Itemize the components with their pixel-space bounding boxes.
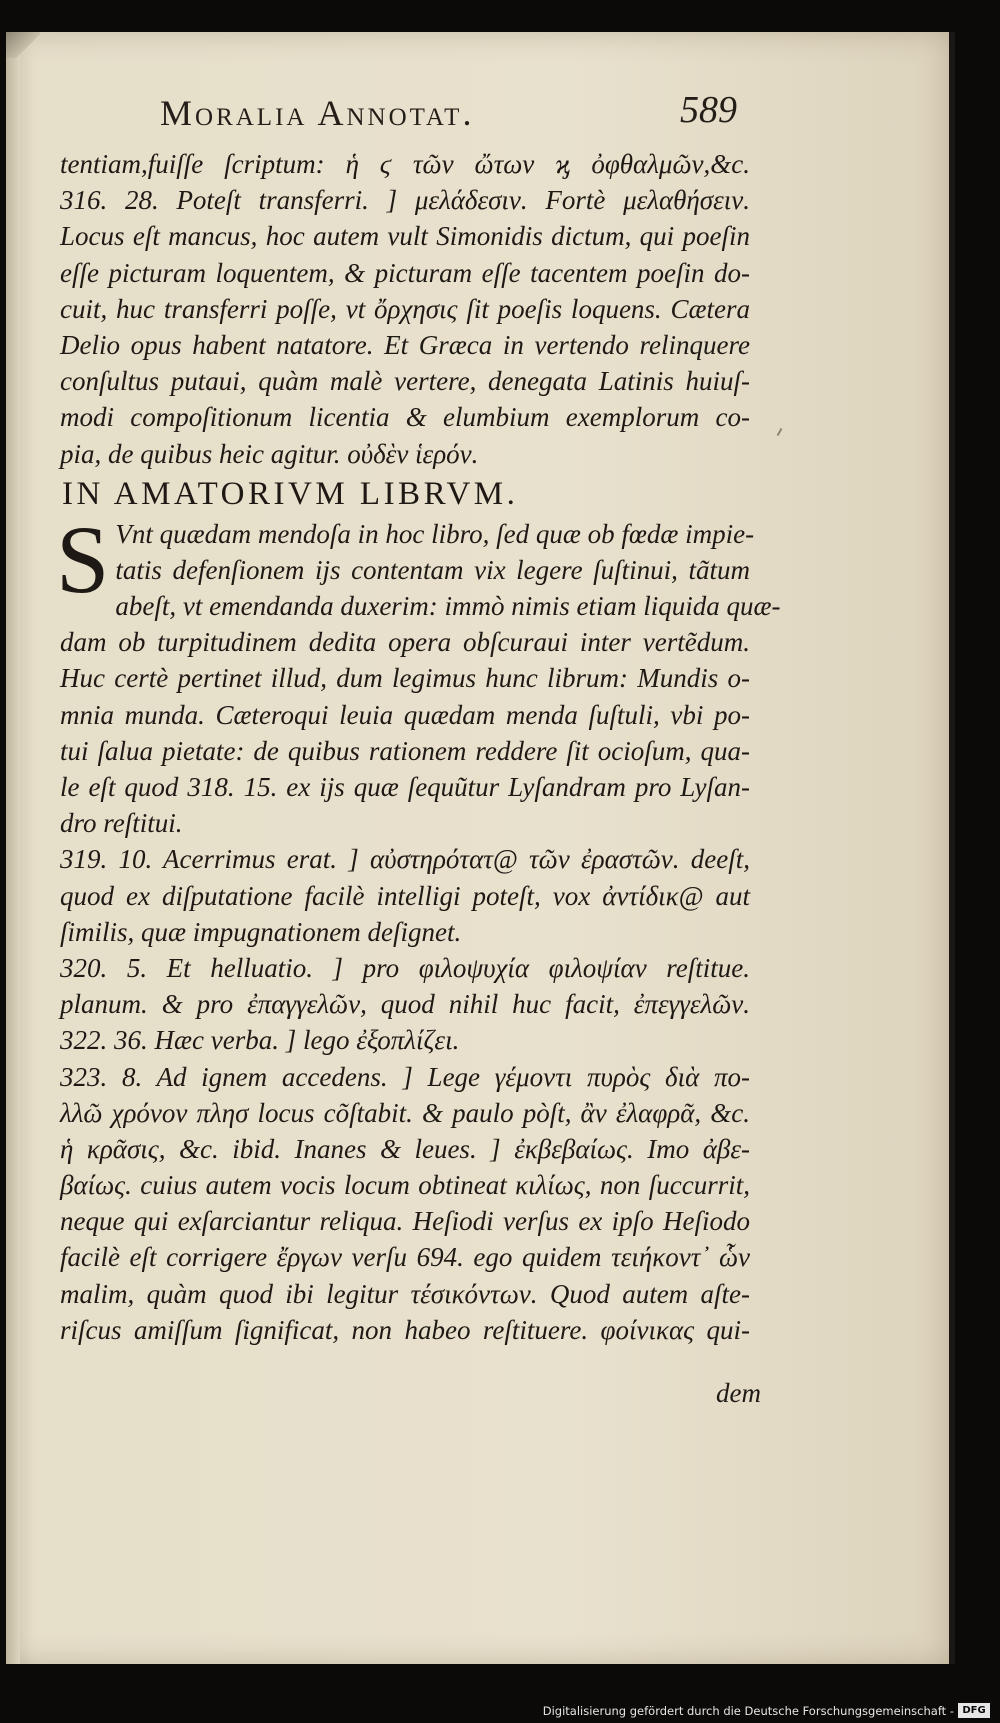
page-gutter-shadow bbox=[6, 32, 20, 1664]
section-paragraph bbox=[56, 505, 781, 842]
text-line: conſultus putaui, quàm malè vertere, denegata Latinis huiuſ- bbox=[60, 366, 750, 397]
digitization-credit: Digitalisierung gefördert durch die Deutsche Forschungsgemeinschaft - bbox=[542, 1704, 954, 1718]
text-line: Vnt quædam mendoſa in hoc libro, ſed quæ ob fœdæ impie- bbox=[115, 518, 755, 549]
note-line: ſimilis, quæ impugnationem deſignet. bbox=[60, 916, 462, 947]
catchword: dem bbox=[716, 1378, 761, 1408]
note-line: 319. 10. Acerrimus erat. ] αὐστηρότατ@ τῶν ἐραστῶν. deeſt, bbox=[60, 844, 750, 875]
text-line: tatis defenſionem ijs contentam vix legere ſuſtinui, tãtum bbox=[115, 554, 750, 585]
drop-cap: S bbox=[56, 505, 110, 613]
note-line: facilè eſt corrigere ἔργων verſu 694. ego quidem τειήκοντ᾽ ὧν bbox=[60, 1242, 750, 1273]
section-heading: IN AMATORIVM LIBRVM. bbox=[62, 475, 519, 512]
note-line: λλῶ χρόνον πλησ locus cõſtabit. & paulo pòſt, ἂν ἐλαφρᾶ, &c. bbox=[60, 1097, 750, 1128]
text-line: 316. 28. Poteſt transferri. ] μελάδεσιν. Fortè μελαθήσειν. bbox=[60, 185, 750, 216]
text-line: tentiam,fuiſſe ſcriptum: ἡ ϛ τῶν ὤτων ϗ ὀφθαλμῶν,&c. bbox=[60, 149, 750, 179]
page-number: 589 bbox=[680, 89, 737, 131]
text-line: abeſt, vt emendanda duxerim: immò nimis etiam liquida quæ- bbox=[115, 591, 781, 622]
text-line: cuit, huc transferri poſſe, vt ὄρχησις ſit poeſis loquens. Cætera bbox=[60, 293, 750, 324]
note-line: 322. 36. Hæc verba. ] lego ἐξοπλίζει. bbox=[60, 1025, 460, 1056]
dfg-logo: DFG bbox=[958, 1703, 990, 1718]
note-line: ἡ κρᾶσις, &c. ibid. Inanes & leues. ] ἐκβεβαίως. Imo ἀβε- bbox=[60, 1133, 750, 1164]
text-line: mnia munda. Cæteroqui leuia quædam menda ſuſtuli, vbi po- bbox=[60, 699, 750, 730]
text-line: tui ſalua pietate: de quibus rationem reddere ſit ocioſum, qua- bbox=[60, 735, 750, 766]
running-head: Moralia Annotat. bbox=[160, 93, 475, 133]
text-line: dro reſtitui. bbox=[60, 808, 183, 839]
note-line: 320. 5. Et helluatio. ] pro φιλοψυχία φιλοψίαν reſtitue. bbox=[60, 952, 750, 983]
text-line: Huc certè pertinet illud, dum legimus hunc librum: Mundis o- bbox=[60, 663, 750, 694]
text-line: modi compoſitionum licentia & elumbium exemplorum co- bbox=[60, 402, 750, 433]
text-line: pia, de quibus heic agitur. οὐδὲν ἱερόν. bbox=[60, 438, 479, 469]
continuation-paragraph bbox=[60, 146, 750, 472]
note-line: βαίως. cuius autem vocis locum obtineat κιλίως, non ſuccurrit, bbox=[60, 1170, 750, 1201]
text-line: le eſt quod 318. 15. ex ijs quæ ſequũtur Lyſandram pro Lyſan- bbox=[60, 772, 750, 802]
note-line: planum. & pro ἐπαγγελῶν, quod nihil huc facit, ἐπεγγελῶν. bbox=[60, 989, 750, 1020]
note-line: 323. 8. Ad ignem accedens. ] Lege γέμοντι πυρὸς διὰ πο- bbox=[60, 1061, 750, 1092]
text-line: Delio opus habent natatore. Et Græca in vertendo relinquere bbox=[60, 329, 750, 360]
note-line: malim, quàm quod ibi legitur τέσικόντων. Quod autem aſte- bbox=[60, 1278, 750, 1309]
text-line: dam ob turpitudinem dedita opera obſcuraui inter vertẽdum. bbox=[60, 627, 750, 658]
text-line: Locus eſt mancus, hoc autem vult Simonidis dictum, qui poeſin bbox=[60, 221, 750, 252]
note-line: quod ex diſputatione facilè intelligi poteſt, vox ἀντίδικ@ aut bbox=[60, 880, 750, 911]
text-block bbox=[56, 146, 781, 1348]
note-line: neque qui exſarciantur reliqua. Heſiodi verſus ex ipſo Heſiodo bbox=[60, 1206, 750, 1237]
annotation-notes bbox=[60, 841, 750, 1348]
note-line: riſcus amiſſum ſignificat, non habeo reſtituere. φοίνικας qui- bbox=[60, 1314, 750, 1345]
text-line: eſſe picturam loquentem, & picturam eſſe tacentem poeſin do- bbox=[60, 257, 750, 288]
page-corner-curl bbox=[6, 32, 40, 58]
